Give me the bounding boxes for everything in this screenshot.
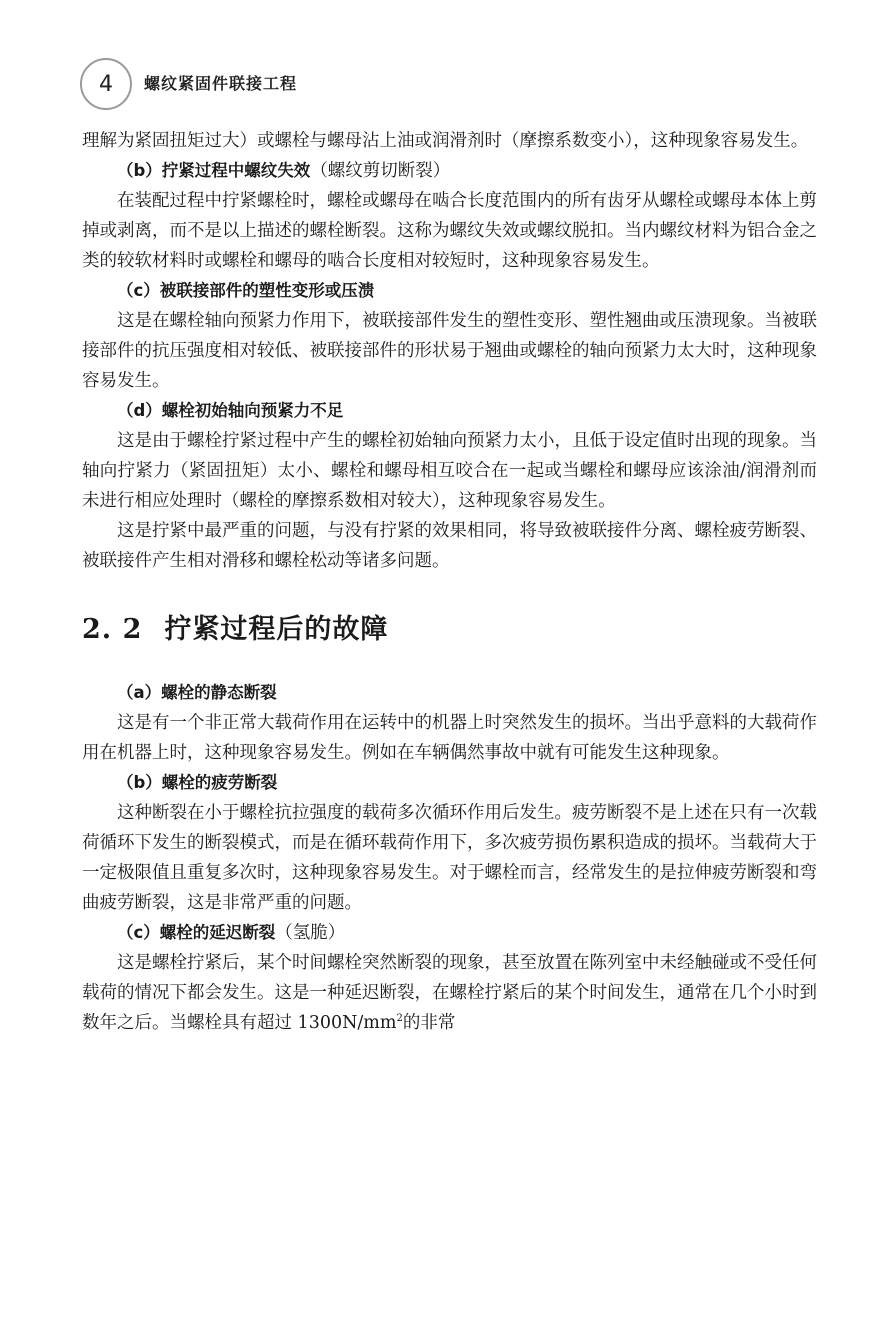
subheading-b1	[82, 156, 817, 186]
paragraph-b1: 在装配过程中拧紧螺栓时，螺栓或螺母在啮合长度范围内的所有齿牙从螺栓或螺母本体上剪掉或剥离，而不是以上描述的螺栓断裂。这称为螺纹失效或螺纹脱扣。当内螺纹材料为铝合金之类的较软材料时或螺栓和螺母的啮合长度相对较短时，这种现象容易发生。	[82, 191, 817, 271]
subheading-d1	[82, 396, 817, 426]
page-header	[80, 58, 820, 112]
subheading-a2	[82, 678, 817, 708]
subheading-c2-note: （氢脆）	[275, 923, 346, 943]
book-title: 螺纹紧固件联接工程	[144, 74, 298, 93]
paragraph-c2-text: 这是螺栓拧紧后，某个时间螺栓突然断裂的现象，甚至放置在陈列室中未经触碰或不受任何载荷的情况下都会发生。这是一种延迟断裂，在螺栓拧紧后的某个时间发生，通常在几个小时到数年之后。当螺栓具有超过 1300N/mm	[82, 953, 817, 1033]
subheading-b1-label: （b）拧紧过程中螺纹失效	[117, 161, 311, 180]
subheading-c2-label: （c）螺栓的延迟断裂	[117, 923, 276, 942]
subheading-c1-label: （c）被联接部件的塑性变形或压溃	[117, 281, 375, 300]
paragraph-c2-end: 的非常	[402, 1013, 456, 1033]
paragraph-d1-1: 这是由于螺栓拧紧过程中产生的螺栓初始轴向预紧力太小，且低于设定值时出现的现象。当轴向拧紧力（紧固扭矩）太小、螺栓和螺母相互咬合在一起或当螺栓和螺母应该涂油/润滑剂而未进行相应处理时（螺栓的摩擦系数相对较大），这种现象容易发生。	[82, 431, 817, 511]
superscript-2: 2	[396, 1013, 403, 1025]
paragraph-d1-2: 这是拧紧中最严重的问题，与没有拧紧的效果相同，将导致被联接件分离、螺栓疲劳断裂、被联接件产生相对滑移和螺栓松动等诸多问题。	[82, 521, 817, 571]
paragraph-c1: 这是在螺栓轴向预紧力作用下，被联接部件发生的塑性变形、塑性翘曲或压溃现象。当被联接部件的抗压强度相对较低、被联接部件的形状易于翘曲或螺栓的轴向预紧力太大时，这种现象容易发生。	[82, 311, 817, 391]
paragraph-a2: 这是有一个非正常大载荷作用在运转中的机器上时突然发生的损坏。当出乎意料的大载荷作用在机器上时，这种现象容易发生。例如在车辆偶然事故中就有可能发生这种现象。	[82, 713, 817, 763]
section-title: 拧紧过程后的故障	[164, 614, 389, 645]
intro-paragraph: 理解为紧固扭矩过大）或螺栓与螺母沾上油或润滑剂时（摩擦系数变小），这种现象容易发生。	[82, 131, 809, 151]
subheading-b2	[82, 768, 817, 798]
page-body	[82, 126, 817, 1038]
section-heading	[82, 612, 817, 648]
page-number: 4	[80, 58, 132, 110]
subheading-d1-label: （d）螺栓初始轴向预紧力不足	[117, 401, 344, 420]
subheading-b2-label: （b）螺栓的疲劳断裂	[117, 773, 278, 792]
section-number: 2. 2	[82, 614, 143, 645]
subheading-b1-note: （螺纹剪切断裂）	[310, 161, 451, 181]
subheading-c1	[82, 276, 817, 306]
subheading-a2-label: （a）螺栓的静态断裂	[117, 683, 277, 702]
paragraph-b2: 这种断裂在小于螺栓抗拉强度的载荷多次循环作用后发生。疲劳断裂不是上述在只有一次载荷循环下发生的断裂模式，而是在循环载荷作用下，多次疲劳损伤累积造成的损坏。当载荷大于一定极限值且重复多次时，这种现象容易发生。对于螺栓而言，经常发生的是拉伸疲劳断裂和弯曲疲劳断裂，这是非常严重的问题。	[82, 803, 817, 913]
paragraph-c2	[82, 948, 817, 1038]
subheading-c2	[82, 918, 817, 948]
